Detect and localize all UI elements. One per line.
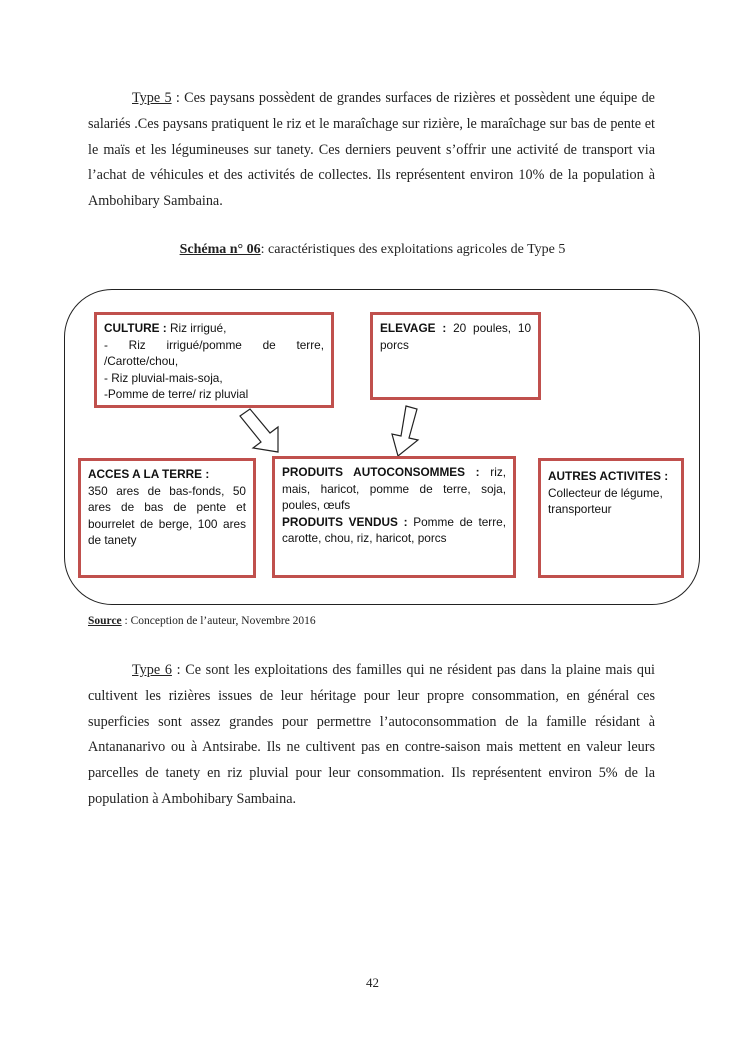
type5-paragraph	[88, 86, 655, 215]
autres-heading: AUTRES ACTIVITES :	[548, 469, 669, 483]
source-label: Source	[88, 615, 122, 627]
arrow-elevage-to-produits	[386, 403, 426, 457]
acces-heading: ACCES A LA TERRE :	[88, 467, 210, 481]
arrow-culture-to-produits	[236, 406, 286, 456]
schema-title	[0, 242, 745, 258]
produits-auto	[282, 464, 506, 514]
culture-line-4: -Pomme de terre/ riz pluvial	[104, 387, 249, 402]
culture-line-2: - Riz irrigué/pomme de terre, /Carotte/chou,	[104, 337, 324, 369]
produits-vendus-text: Pomme de terre, carotte, chou, riz, haricot, porcs	[282, 514, 506, 546]
culture-first: Riz irrigué,	[169, 321, 227, 335]
elevage-box	[370, 312, 541, 400]
produits-vendus	[282, 514, 506, 547]
type6-label: Type 6	[132, 662, 172, 678]
produits-auto-heading: PRODUITS AUTOCONSOMMES :	[282, 465, 491, 479]
produits-vendus-heading: PRODUITS VENDUS :	[282, 514, 414, 529]
page-number: 42	[366, 975, 379, 990]
type5-text: : Ces paysans possèdent de grandes surfaces de rizières et possèdent une équipe de salariés .Ces paysans pratiquent le riz et le maraîchage sur rizière, le maraîchage sur bas de pente et le maïs et les légumineuses sur tanety. Ces derniers peuvent s’offrir une activité de transport via l’achat de véhicules et des activités de collectes. Ils représentent environ 10% de la population à Ambohibary Sambaina.	[88, 90, 655, 210]
produits-auto-text: riz, mais, haricot, pomme de terre, soja, poules, œufs	[282, 465, 506, 513]
elevage-text-block	[380, 320, 531, 353]
schema-caption: : caractéristiques des exploitations agricoles de Type 5	[260, 242, 566, 257]
acces-text: 350 ares de bas-fonds, 50 ares de bas de pente et bourrelet de berge, 100 ares de tanety	[88, 483, 246, 548]
type5-label: Type 5	[132, 90, 172, 106]
culture-heading: CULTURE :	[104, 321, 170, 335]
type6-text: : Ce sont les exploitations des familles qui ne résident pas dans la plaine mais qui cultivent les rizières issues de leur héritage pour leur propre consommation, en général ces superficies sont assez grandes pour permettre l’autoconsommation de la famille résidant à Antananarivo ou à Antsirabe. Ils ne cultivent pas en contre-saison mais mettent en valeur leurs parcelles de tanety en riz pluvial pour leur consommation. Ils représentent environ 5% de la population à Ambohibary Sambaina.	[88, 662, 655, 807]
autres-box	[538, 458, 684, 578]
elevage-heading: ELEVAGE :	[380, 321, 454, 335]
produits-box	[272, 456, 516, 578]
acces-box	[78, 458, 256, 578]
culture-line-3: - Riz pluvial-mais-soja,	[104, 370, 223, 385]
source-text: : Conception de l’auteur, Novembre 2016	[121, 615, 316, 627]
culture-box	[94, 312, 334, 408]
autres-text: Collecteur de légume, transporteur	[548, 485, 663, 517]
elevage-text: 20 poules, 10 porcs	[380, 321, 532, 352]
schema-label: Schéma n° 06	[179, 242, 261, 257]
type6-paragraph	[88, 658, 655, 813]
culture-line-1	[104, 320, 324, 337]
source-line	[88, 615, 316, 627]
